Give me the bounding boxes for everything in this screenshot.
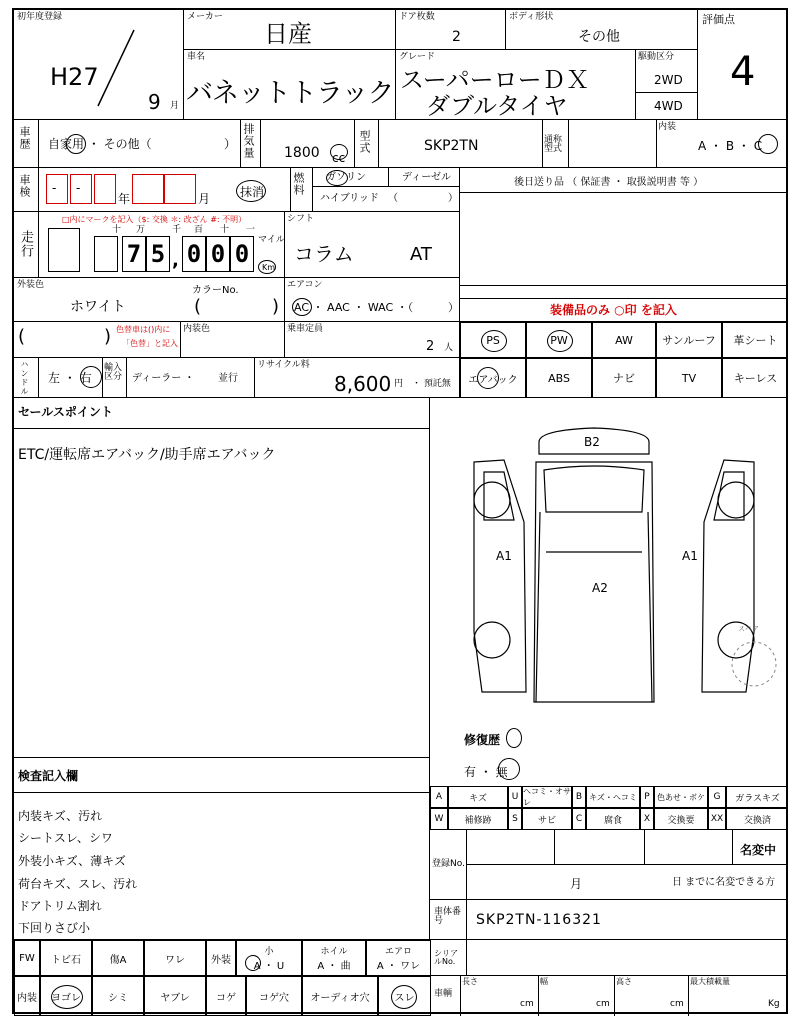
divider (466, 830, 467, 900)
drive-4wd: 4WD (654, 99, 683, 113)
body-label: ボディ形状 (509, 12, 554, 22)
history-circle-mark (66, 134, 86, 154)
aero-cell (366, 940, 430, 976)
registration-month-unit: 月 (570, 877, 583, 891)
divider (38, 212, 39, 278)
divider (38, 358, 39, 398)
legend-desc-g: ガラスキズ (726, 786, 788, 808)
divider (102, 358, 103, 398)
int-item-burn-hole: コゲ穴 (246, 976, 302, 1016)
registration-label: 登録No. (432, 859, 465, 869)
vin-value: SKP2TN-116321 (476, 912, 602, 928)
equip-ps-label: PS (486, 333, 500, 347)
capacity-value: 2 (426, 339, 435, 354)
divider (460, 976, 461, 1016)
import-dealer: ディーラー ・ (132, 373, 195, 384)
legend-code-b: B (572, 786, 586, 808)
equip-keyless-label: キーレス (733, 372, 778, 385)
dims-label: 車輌 (434, 989, 453, 999)
maker-label: メーカー (187, 12, 223, 22)
note-line-1: 内装キズ、汚れ (18, 809, 103, 823)
inspection-box-2 (70, 174, 92, 204)
month-unit: 月 (170, 101, 180, 111)
equip-ps[interactable] (460, 322, 526, 358)
aero-label: エアロ (384, 947, 412, 957)
aircon-value: AC ・ AAC ・ WAC ・（ (294, 301, 414, 314)
ac-circle-mark (292, 298, 312, 316)
car-name-value: バネットトラック (186, 78, 394, 109)
divider (312, 186, 460, 187)
import-parallel: 並行 (218, 373, 238, 384)
equip-abs-label: ABS (548, 371, 570, 385)
divider (14, 792, 430, 793)
fw-item-crack: ワレ (144, 940, 206, 976)
import-label: 輸入区分 (104, 363, 123, 382)
mileage-box-0 (94, 236, 118, 272)
interior-label: 内装 (658, 122, 677, 132)
int-item-stain: シミ (92, 976, 144, 1016)
color-no-open: ( (194, 296, 202, 317)
interior-value: A ・ B ・ C (698, 139, 763, 153)
equipment-header-text: 装備品のみ ○印 を記入 (550, 303, 677, 317)
equip-leather[interactable] (722, 322, 788, 358)
history-value: 自家用 ・ その他（ (48, 137, 152, 151)
small-values: A ・ U (253, 961, 285, 972)
common-model-label: 通称型式 (544, 135, 563, 154)
color-no-label: カラーNo. (192, 285, 239, 296)
equip-navi-label: ナビ (613, 372, 635, 385)
gasoline-circle-mark (326, 170, 348, 186)
legend-code-x: X (640, 808, 654, 830)
km-circle-mark (258, 260, 276, 274)
int-item-burn: コゲ (206, 976, 246, 1016)
interior-color-label: 内装色 (183, 324, 211, 334)
repair-value: 有 ・ 無 (464, 765, 508, 779)
equip-keyless[interactable] (722, 358, 788, 398)
inspection-box-1 (46, 174, 68, 204)
legend-desc-b: キズ・ヘコミ (586, 786, 640, 808)
inspection-box-3 (94, 174, 116, 204)
inspection-month-unit: 月 (198, 192, 211, 206)
legend-code-a: A (430, 786, 448, 808)
handle-circle-mark (80, 366, 102, 388)
aircon-close: ） (448, 301, 459, 314)
int-label: 内装 (14, 976, 40, 1016)
mark-right: A1 (682, 549, 698, 563)
color-change-note-1: 色替車は()内に (116, 325, 171, 334)
equip-sunroof[interactable] (656, 322, 722, 358)
legend-desc-c: 腐食 (586, 808, 640, 830)
rub-circle-mark (391, 985, 417, 1009)
height-cm: cm (670, 999, 684, 1009)
divider (460, 192, 788, 193)
fw-row (14, 940, 430, 976)
divider (260, 120, 261, 168)
int-item-rub (378, 976, 430, 1016)
note-line-2: シートスレ、シワ (18, 831, 113, 845)
interior-damage-row (14, 976, 430, 1016)
legend-code-s: S (508, 808, 522, 830)
int-item-tear: ヤブレ (144, 976, 206, 1016)
mileage-digit-5: 0 (230, 236, 254, 272)
divider (614, 976, 615, 1016)
load-label: 最大積載量 (690, 977, 730, 986)
pw-circle-mark (547, 330, 573, 352)
divider (688, 976, 689, 1016)
serial-label: シリアルNo. (434, 949, 458, 966)
divider (656, 120, 657, 168)
fw-label: FW (14, 940, 40, 976)
fuel-other-close: ） (448, 193, 458, 204)
equip-aw-label: AW (615, 333, 633, 347)
displacement-unit: cc (332, 151, 346, 165)
score-value: 4 (730, 49, 756, 95)
inspection-dash-1: - (52, 181, 57, 195)
small-cell (236, 940, 302, 976)
doors-value: 2 (452, 29, 461, 45)
interior-circle-mark (758, 134, 778, 154)
recycle-unit: 円 (394, 379, 404, 389)
equipment-row-2 (460, 358, 788, 398)
registration-day-text: 日 までに名変できる方 (672, 877, 776, 888)
divider (554, 830, 555, 864)
history-label: 車歴 (18, 126, 31, 150)
equip-pw[interactable] (526, 322, 592, 358)
width-cm: cm (596, 999, 610, 1009)
equip-airbag[interactable] (460, 358, 526, 398)
aircon-label: エアコン (287, 280, 323, 290)
doors-label: ドア枚数 (399, 12, 435, 22)
inspection-dash-2: - (76, 181, 81, 195)
divider (466, 940, 467, 976)
legend-code-p: P (640, 786, 654, 808)
wheel-cell (302, 940, 366, 976)
model-value: SKP2TN (424, 138, 479, 154)
mileage-box-lead (48, 228, 80, 272)
aero-values: A ・ ワレ (376, 961, 421, 972)
registration-box (430, 830, 788, 900)
legend-code-c: C (572, 808, 586, 830)
legend-desc-p: 色あせ・ボケ (654, 786, 708, 808)
note-line-4: 荷台キズ、スレ、汚れ (18, 877, 138, 891)
legend-code-xx: XX (708, 808, 726, 830)
height-label: 高さ (616, 977, 632, 986)
body-value: その他 (578, 29, 620, 45)
int-item-audio-hole: オーディオ穴 (302, 976, 378, 1016)
equip-tv[interactable] (656, 358, 722, 398)
repair-label: 修復歴 (464, 733, 501, 747)
interior-color-row (14, 322, 460, 358)
legend-desc-a: キズ (448, 786, 508, 808)
docs-label: 後日送り品 （ 保証書 ・ 取扱説明書 等 ） (514, 177, 704, 188)
legend-desc-xx: 交換済 (726, 808, 788, 830)
equip-abs[interactable] (526, 358, 592, 398)
paren-open: ( (18, 326, 26, 347)
unit-thousands-label: 千 (172, 225, 182, 235)
fuel-hybrid: ハイブリッド (320, 193, 379, 204)
divider (732, 830, 733, 864)
mileage-label: 走行 (18, 230, 33, 258)
width-label: 幅 (540, 977, 548, 986)
name-change-label: 名変中 (740, 843, 777, 857)
length-cm: cm (520, 999, 534, 1009)
slash-mark (94, 28, 138, 108)
legend-row-2 (430, 808, 788, 830)
divider (254, 358, 255, 398)
legend-desc-s: サビ (522, 808, 572, 830)
cc-circle-mark (330, 144, 348, 160)
shift-label: シフト (287, 214, 315, 224)
inspection-label: 車検 (18, 174, 31, 198)
legend-row-1 (430, 786, 788, 808)
int-item-dirt (40, 976, 92, 1016)
divider (180, 322, 181, 358)
equip-sunroof-label: サンルーフ (662, 334, 716, 347)
maker-value: 日産 (264, 20, 312, 48)
dims-box (430, 976, 788, 1016)
int-item-dirt-label: ヨゴレ (51, 992, 81, 1004)
recycle-deposit: ・ 預託無 (412, 379, 451, 389)
grade-line2: ダブルタイヤ (426, 92, 568, 120)
divider (312, 168, 313, 212)
spare-tire (732, 642, 776, 686)
divider (126, 358, 127, 398)
divider (14, 428, 430, 429)
inspection-box-4 (132, 174, 164, 204)
handle-value: 左 ・ 右 (48, 371, 92, 385)
inspection-notes-label: 検査記入欄 (18, 769, 79, 783)
airbag-circle-mark (477, 367, 499, 389)
grade-label: グレード (399, 52, 436, 62)
fuel-diesel: ディーゼル (402, 172, 451, 183)
mark-rear: B2 (584, 435, 600, 449)
model-label: 型式 (358, 130, 371, 154)
inspection-box-5 (164, 174, 196, 204)
mileage-note: □内にマークを記入（$: 交換 ＊: 改ざん #: 不明） (62, 215, 247, 224)
mileage-digit-1: 7 (122, 236, 146, 272)
registration-year: H27 (50, 63, 99, 91)
ext-label: 外装 (206, 940, 236, 976)
equipment-row-1 (460, 322, 788, 358)
color-no-close: ) (272, 296, 280, 317)
divider (388, 168, 389, 186)
legend-desc-x: 交換要 (654, 808, 708, 830)
repair-none-circle (498, 758, 520, 780)
divider (284, 322, 285, 358)
equip-aw[interactable] (592, 322, 656, 358)
unit-hundreds-label: 百 (194, 225, 204, 235)
fw-item-scratch: 傷A (92, 940, 144, 976)
equip-leather-label: 革シート (733, 334, 778, 347)
divider (38, 120, 39, 168)
small-a-circle (245, 955, 261, 971)
recycle-label: リサイクル料 (257, 360, 310, 370)
history-close: ） (224, 137, 237, 151)
paren-close: ) (104, 326, 112, 347)
dirt-circle-mark (51, 985, 83, 1009)
serial-box (430, 940, 788, 976)
spare-label: スペア (738, 625, 759, 633)
divider (538, 976, 539, 1016)
vin-label: 車体番号 (434, 907, 462, 926)
unit-ones-label: 一 (246, 225, 256, 235)
ps-circle-mark (481, 330, 507, 352)
exterior-color-value: ホワイト (70, 299, 126, 315)
mark-left: A1 (496, 549, 512, 563)
int-item-rub-label: スレ (394, 992, 415, 1004)
capacity-unit: 人 (444, 343, 454, 353)
car-outline (444, 402, 784, 722)
unit-tens-label: 十 (220, 225, 230, 235)
fuel-gasoline: ガソリン (326, 172, 366, 183)
divider (378, 120, 379, 168)
unit-man-label: 万 (136, 225, 146, 235)
note-line-6: 下回りさび小 (18, 921, 91, 935)
repair-label-circle (506, 728, 522, 748)
sales-point-label: セールスポイント (18, 405, 113, 419)
equip-airbag-label: エアバック (468, 374, 518, 386)
divider (38, 168, 39, 212)
sales-point-text: ETC/運転席エアバック/助手席エアバック (18, 447, 276, 463)
divider (466, 900, 467, 940)
equip-navi[interactable] (592, 358, 656, 398)
note-line-3: 外装小キズ、薄キズ (18, 854, 126, 868)
capacity-label: 乗車定員 (287, 324, 324, 334)
mileage-comma: , (172, 250, 179, 271)
first-registration-label: 初年度登録 (17, 12, 63, 22)
mileage-digit-3: 0 (182, 236, 206, 272)
equip-tv-label: TV (681, 371, 697, 385)
divider (284, 278, 285, 322)
wheel-label: ホイル (320, 947, 348, 957)
exterior-color-label: 外装色 (17, 280, 45, 290)
inspection-year-unit: 年 (118, 192, 131, 206)
unit-ten-thousands-label: 十 (112, 225, 122, 235)
color-change-note-2: 「色替」と記入 (122, 339, 178, 348)
fw-item-chip: トビ石 (40, 940, 92, 976)
mileage-digit-4: 0 (206, 236, 230, 272)
car-diagram (444, 402, 784, 722)
length-label: 長さ (462, 977, 478, 986)
legend-code-w: W (430, 808, 448, 830)
divider (466, 864, 788, 865)
legend-desc-w: 補修跡 (448, 808, 508, 830)
drive-divider (636, 92, 698, 93)
shift-type: AT (410, 244, 432, 265)
car-name-label: 車名 (187, 52, 206, 62)
drive-2wd: 2WD (654, 73, 683, 87)
displacement-label: 排気量 (242, 123, 255, 159)
mile-label: マイル (258, 235, 285, 245)
equip-pw-label: PW (550, 333, 568, 347)
divider (284, 212, 285, 278)
drive-label: 駆動区分 (638, 52, 675, 62)
grade-line1: スーパーローＤＸ (400, 66, 590, 94)
small-label: 小 (264, 947, 274, 957)
shift-value: コラム (294, 242, 354, 266)
wheel-values: A ・ 曲 (317, 961, 351, 972)
divider (290, 168, 291, 212)
divider (542, 120, 543, 168)
none-label: 抹消 (240, 185, 265, 199)
legend-desc-u: ヘコミ・オサレ (523, 787, 571, 807)
legend-code-u: U (508, 786, 522, 808)
divider (354, 120, 355, 168)
km-label: Km (262, 263, 276, 272)
fuel-other-open: （ (388, 193, 398, 204)
mark-center: A2 (592, 581, 608, 595)
divider (644, 830, 645, 864)
fuel-label: 燃料 (292, 172, 305, 196)
recycle-amount: 8,600 (334, 372, 392, 396)
mileage-digit-2: 5 (146, 236, 170, 272)
divider (568, 120, 569, 168)
none-circle-mark (236, 180, 266, 202)
legend-code-g: G (708, 786, 726, 808)
load-kg: Kg (768, 999, 780, 1009)
displacement-value: 1800 (284, 145, 320, 161)
note-line-5: ドアトリム割れ (18, 899, 102, 913)
auction-sheet (12, 8, 788, 1014)
registration-month: 9 (148, 90, 161, 114)
handle-label: ハンドル (20, 360, 29, 396)
score-label: 評価点 (702, 13, 735, 26)
divider (240, 120, 241, 168)
